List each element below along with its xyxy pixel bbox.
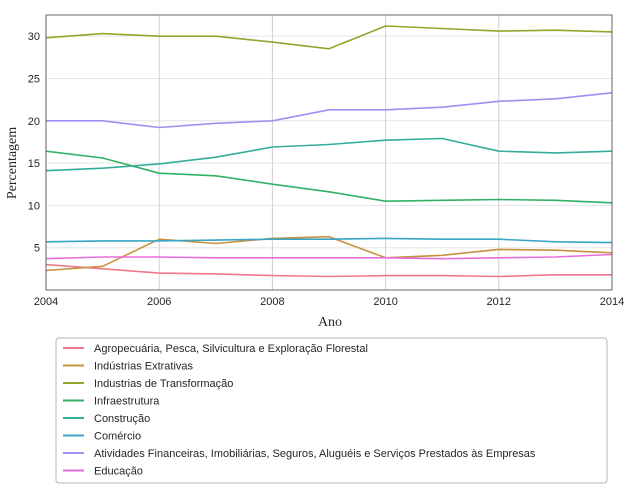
y-axis-label: Percentagem [5,126,20,200]
x-tick-label: 2014 [599,296,625,308]
legend-entry: Comércio [94,430,142,443]
x-tick-label: 2006 [146,296,172,308]
legend-entry: Indústrias Extrativas [94,360,194,373]
y-tick-label: 5 [33,242,40,255]
y-tick-label: 10 [27,200,40,213]
x-tick-label: 2012 [486,296,512,308]
legend-entry: Agropecuária, Pesca, Silvicultura e Exploração Florestal [94,343,368,355]
legend [56,338,607,483]
legend-entry: Educação [94,465,143,478]
x-tick-label: 2010 [373,296,398,308]
x-tick-label: 2004 [33,296,59,308]
legend-entry: Construção [94,413,151,425]
y-tick-label: 30 [27,31,40,44]
legend-entry: Industrias de Transformação [94,378,234,390]
x-axis-label: Ano [317,315,343,330]
plot-area [46,15,612,290]
legend-entry: Atividades Financeiras, Imobiliárias, Seguros, Aluguéis e Serviços Prestados às Empresas [94,448,536,460]
y-tick-label: 20 [27,115,40,128]
legend-entry: Infraestrutura [94,395,160,408]
y-tick-label: 15 [27,158,40,171]
x-tick-label: 2008 [260,296,285,308]
y-tick-label: 25 [27,73,40,86]
